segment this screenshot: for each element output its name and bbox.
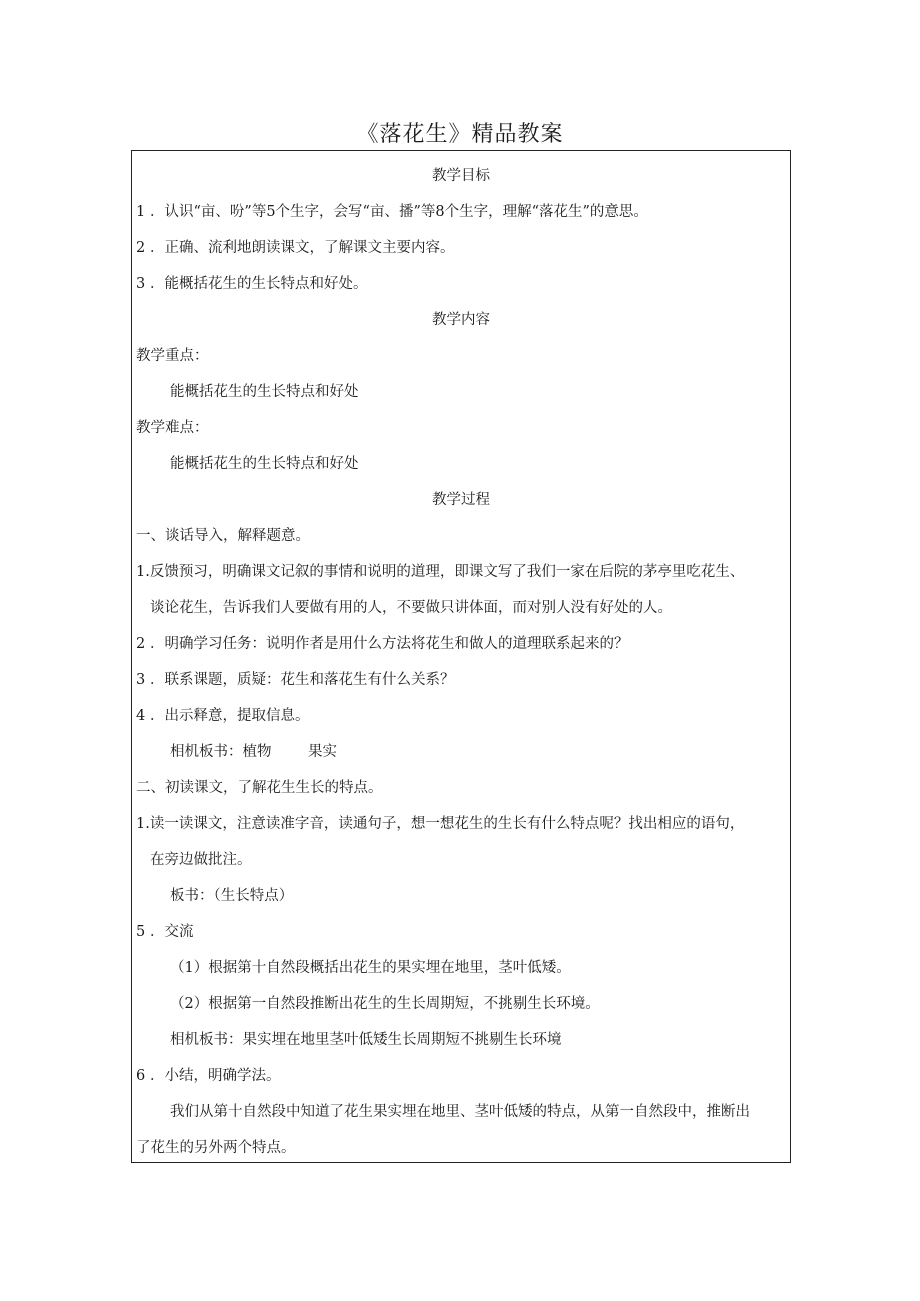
process-heading: 教学过程 — [432, 492, 490, 508]
content-heading: 教学内容 — [432, 312, 490, 328]
lesson-plan-table — [131, 150, 791, 1163]
part2-item6-number: 6 — [136, 1068, 146, 1084]
part1-item1-line1: 1.反馈预习，明确课文记叙的事情和说明的道理，即课文写了我们一家在后院的茅亭里吃花生、 — [136, 564, 745, 580]
part1-board-label: 相机板书：植物 — [170, 744, 272, 760]
part2-sub1: （1）根据第十自然段概括出花生的果实埋在地里，茎叶低矮。 — [170, 960, 571, 976]
difficulty-text: 能概括花生的生长特点和好处 — [170, 456, 359, 472]
goal-3-number: 3 — [136, 276, 146, 292]
part1-heading: 一、谈话导入，解释题意。 — [136, 528, 310, 544]
part2-sub2: （2）根据第一自然段推断出花生的生长周期短，不挑剔生长环境。 — [170, 996, 600, 1012]
part2-board-growth: 板书：（生长特点） — [170, 888, 294, 904]
part1-item2-text: ．明确学习任务：说明作者是用什么方法将花生和做人的道理联系起来的？ — [150, 636, 629, 652]
goal-2-text: ．正确、流利地朗读课文，了解课文主要内容。 — [150, 240, 455, 256]
goal-3-text: ．能概括花生的生长特点和好处。 — [150, 276, 368, 292]
part2-heading: 二、初读课文，了解花生生长的特点。 — [136, 780, 383, 796]
part2-item5-text: ．交流 — [150, 924, 194, 940]
part1-board-value: 果实 — [308, 744, 337, 760]
part2-summary-line1: 我们从第十自然段中知道了花生果实埋在地里、茎叶低矮的特点，从第一自然段中，推断出 — [170, 1104, 750, 1120]
part2-item1-line2: 在旁边做批注。 — [150, 852, 252, 868]
page-title: 《落花生》精品教案 — [356, 122, 564, 147]
part2-item1-line1: 1.读一读课文，注意读准字音，读通句子，想一想花生的生长有什么特点呢？找出相应的语句， — [136, 816, 745, 832]
part2-summary-line2: 了花生的另外两个特点。 — [136, 1140, 296, 1156]
part1-item4-text: ．出示释意，提取信息。 — [150, 708, 310, 724]
part1-item3-number: 3 — [136, 672, 146, 688]
part1-item1-line2: 谈论花生，告诉我们人要做有用的人，不要做只讲体面，而对别人没有好处的人。 — [150, 600, 672, 616]
key-point-label: 教学重点： — [136, 348, 209, 364]
part1-item3-text: ．联系课题，质疑：花生和落花生有什么关系？ — [150, 672, 455, 688]
goal-2-number: 2 — [136, 240, 146, 256]
part1-item4-number: 4 — [136, 708, 146, 724]
part2-item5-number: 5 — [136, 924, 146, 940]
part1-item2-number: 2 — [136, 636, 146, 652]
part2-item6-text: ．小结，明确学法。 — [150, 1068, 281, 1084]
goal-1-number: 1 — [136, 204, 146, 220]
difficulty-label: 教学难点： — [136, 420, 209, 436]
goals-heading: 教学目标 — [432, 168, 490, 184]
goal-1-text: ．认识“亩、吩”等5个生字，会写“亩、播”等8个生字，理解“落花生”的意思。 — [150, 204, 648, 220]
key-point-text: 能概括花生的生长特点和好处 — [170, 384, 359, 400]
part2-board-features: 相机板书：果实埋在地里茎叶低矮生长周期短不挑剔生长环境 — [170, 1032, 562, 1048]
